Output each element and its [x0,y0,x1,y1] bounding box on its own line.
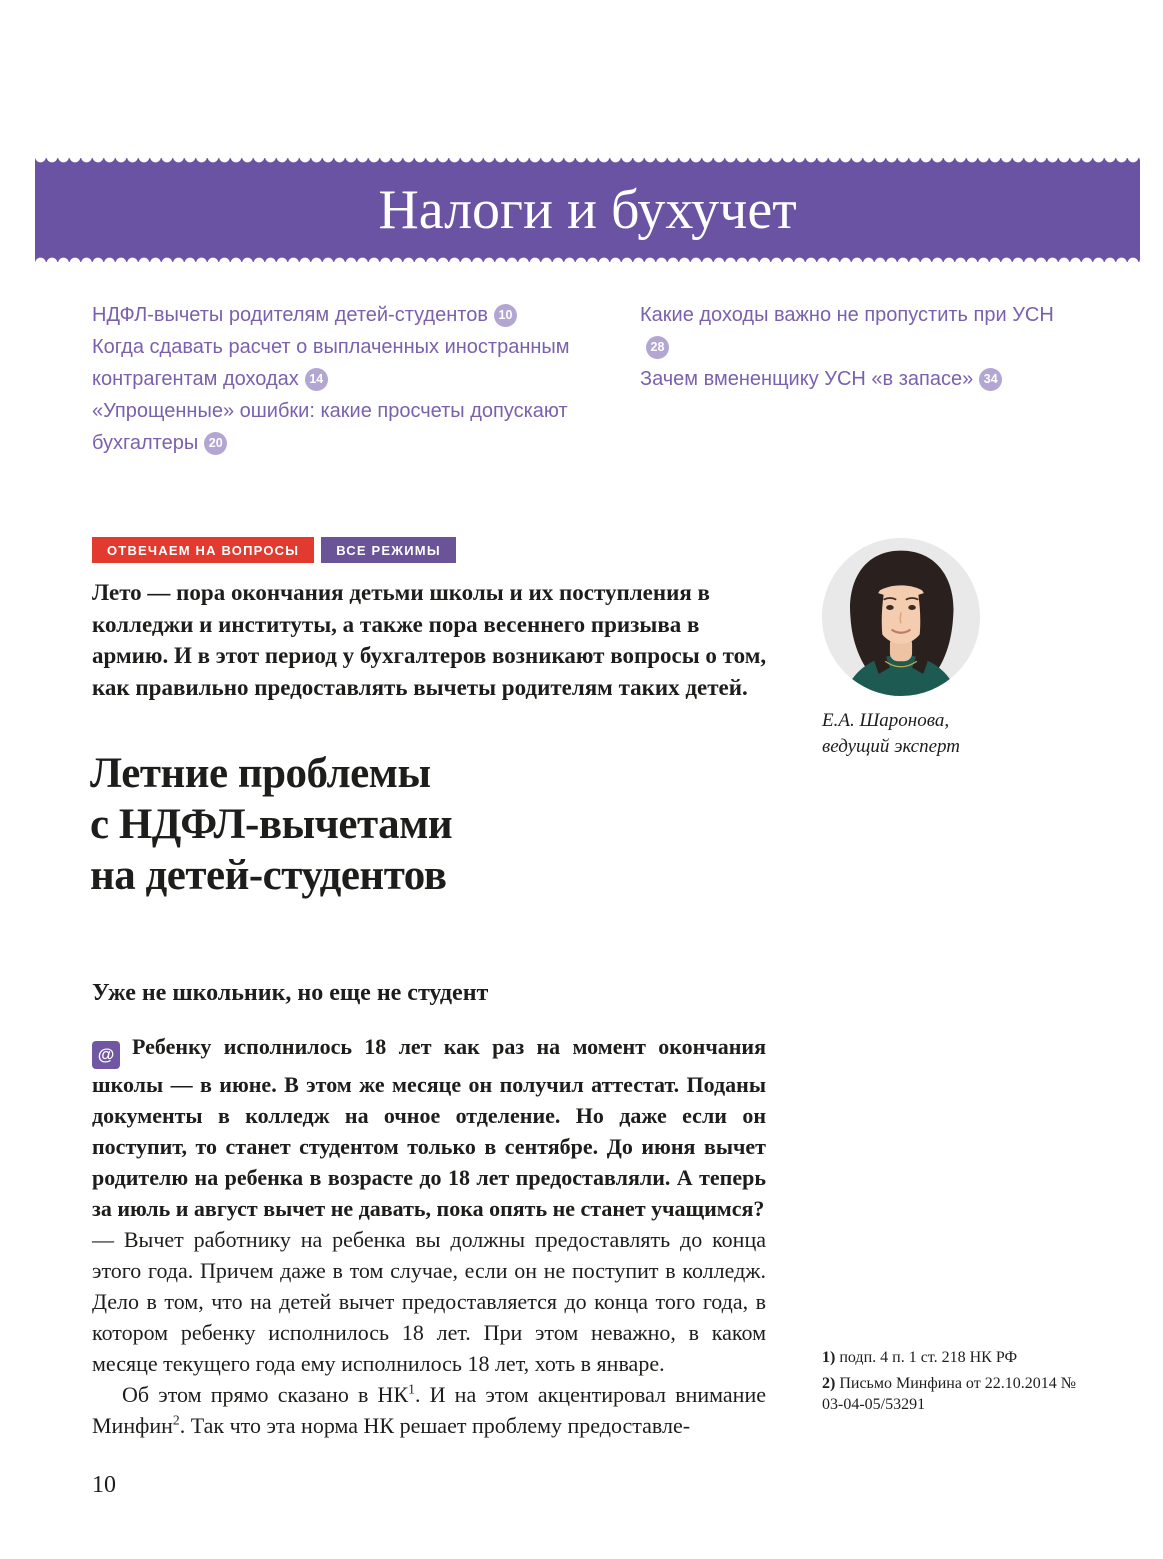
toc-page-badge: 28 [646,336,669,359]
rubric-tag-regimes: ВСЕ РЕЖИМЫ [321,537,456,563]
article-lead: Лето — пора окончания детьми школы и их поступления в колледжи и институты, а также пора весеннего призыва в армию. И в этот период у бухгалтеров возникают вопросы о том, как правильно предоставлять вычеты родителям таких детей. [92,580,767,700]
question-text: Ребенку исполнилось 18 лет как раз на момент окончания школы — в июне. В этом же месяце он получил аттестат. Поданы документы в колледж на очное отделение. Но даже если он поступит, то станет студентом только в сентябре. До июня вычет родителю на ребенка в возрасте до 18 лет предоставляли. А теперь за июль и август вычет не давать, пока опять не станет учащимся? [92,1034,766,1221]
article-title-line: с НДФЛ-вычетами [90,801,453,848]
reader-question [92,1031,766,1224]
answer-paragraph [92,1379,766,1441]
article-body [92,1031,766,1441]
article-title-line: на детей-студентов [90,852,447,899]
article-title [90,748,452,901]
rubric-tag-questions: ОТВЕЧАЕМ НА ВОПРОСЫ [92,537,314,563]
footnote-number: 1) [822,1349,836,1366]
toc-page-badge: 14 [305,368,328,391]
page-number: 10 [92,1472,116,1498]
toc-item[interactable] [92,331,644,395]
toc-page-badge: 10 [494,304,517,327]
answer-text-segment: Об этом прямо сказано в НК [122,1381,409,1407]
author-name: Е.А. Шаронова, [822,710,950,731]
toc-item-label: Зачем вмененщику УСН «в запасе» [640,368,974,390]
footnote [822,1373,1090,1416]
footnote-ref-2[interactable]: 2 [172,1412,180,1428]
author-photo [822,538,980,696]
toc-item-label: «Упрощенные» ошибки: какие просчеты допускают бухгалтеры [92,400,568,454]
answer-text-segment: . И на этом акцентировал внимание Минфин [92,1381,766,1438]
toc-item[interactable] [640,299,1080,363]
footnote-number: 2) [822,1374,836,1392]
toc-item[interactable] [640,363,1080,395]
footnote-text: подп. 4 п. 1 ст. 218 НК РФ [839,1349,1018,1366]
toc-page-badge: 20 [204,432,227,455]
author-caption [822,708,1082,760]
section-banner-title: Налоги и бухучет [378,179,797,241]
footnotes [822,1347,1090,1420]
toc-item-label: Какие доходы важно не пропустить при УСН [640,304,1054,326]
author-portrait-illustration [822,538,980,696]
question-at-icon: @ [92,1041,120,1069]
toc-item-label: Когда сдавать расчет о выплаченных иностранным контрагентам доходах [92,336,570,390]
toc-item-label: НДФЛ-вычеты родителям детей-студентов [92,304,488,326]
answer-text-segment: . Так что эта норма НК решает проблему предоставле- [179,1412,691,1438]
toc-item[interactable] [92,299,644,331]
toc-page-badge: 34 [979,368,1002,391]
footnote [822,1347,1090,1369]
rubric-tags [92,537,456,563]
section-banner [35,158,1140,262]
toc-left-column [92,299,644,459]
toc-item[interactable] [92,395,644,459]
answer-paragraph: — Вычет работнику на ребенка вы должны предоставлять до конца этого года. Причем даже в том случае, если он не поступит в колледж. Дело в том, что на детей вычет предоставляется до конца того года, в котором ребенку исполнилось 18 лет. При этом неважно, в каком месяце текущего года ему исполнилось 18 лет, хоть в январе. [92,1226,766,1376]
footnote-text: Письмо Минфина от 22.10.2014 № 03-04-05/53291 [822,1374,1076,1413]
section-heading: Уже не школьник, но еще не студент [92,980,489,1006]
toc-right-column [640,299,1080,395]
article-title-line: Летние проблемы [90,750,431,797]
author-role: ведущий эксперт [822,736,960,757]
footnote-ref-1[interactable]: 1 [408,1381,415,1397]
